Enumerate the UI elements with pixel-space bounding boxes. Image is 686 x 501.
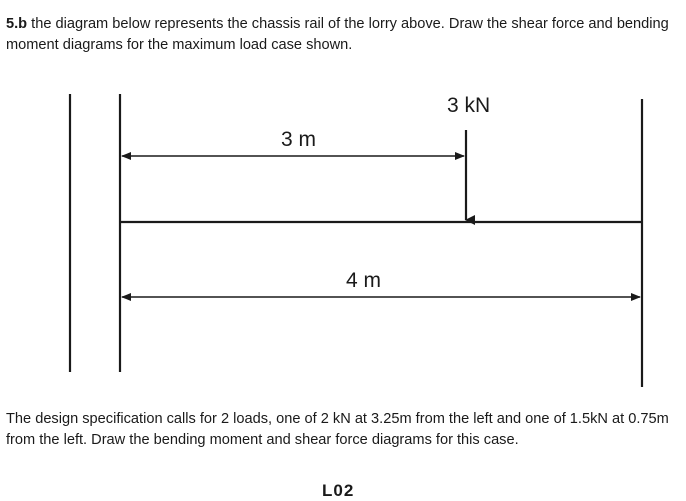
question-body: the diagram below represents the chassis rail of the lorry above. Draw the shear force and bending moment diagrams for the maximum load case shown. — [6, 16, 669, 53]
load-distance-label: 3 m — [281, 128, 317, 151]
page-mark: L02 — [322, 481, 355, 500]
question-number: 5.b — [6, 16, 28, 32]
span-label: 4 m — [346, 269, 382, 292]
point-load-label: 3 kN — [447, 94, 491, 117]
followup-text: The design specification calls for 2 loads, one of 2 kN at 3.25m from the left and one of 1.5kN at 0.75m from the left. Draw the bending moment and shear force diagrams for this case. — [6, 411, 669, 448]
